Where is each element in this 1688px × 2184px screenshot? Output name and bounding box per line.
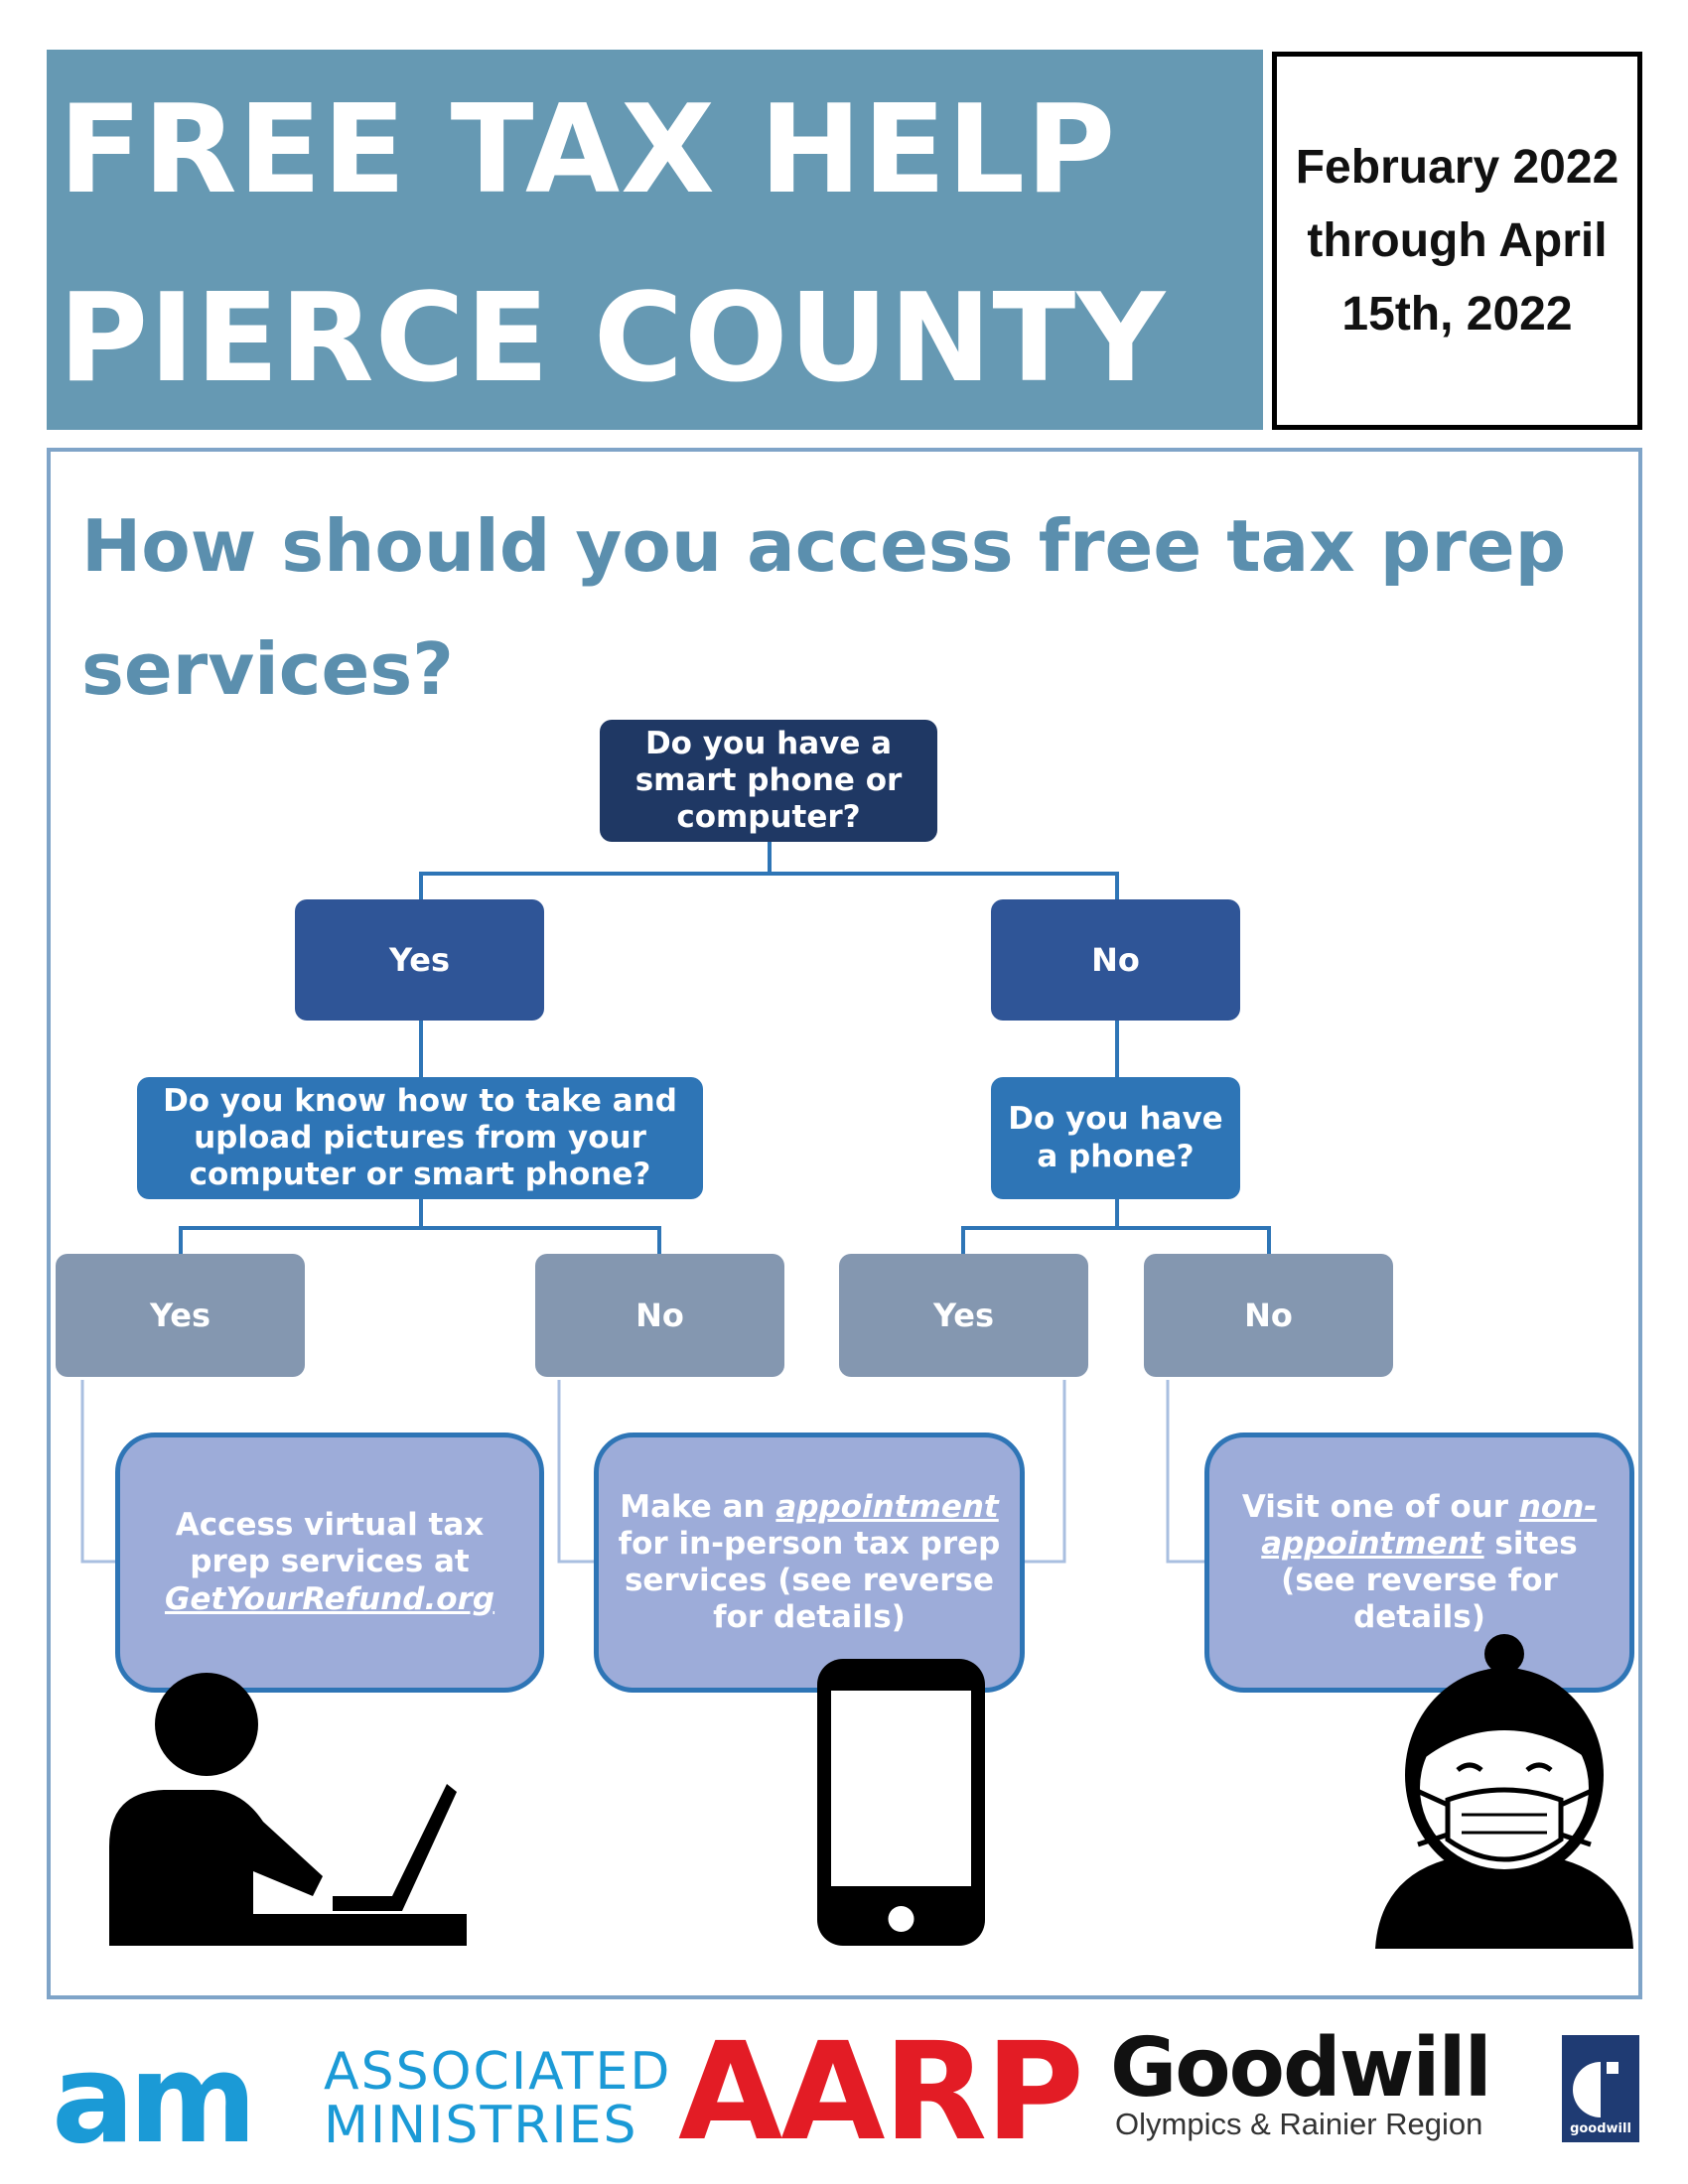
title-line-2: PIERCE COUNTY (59, 268, 1167, 410)
associated-ministries-mark: am (52, 2028, 251, 2171)
non-appointment-link[interactable]: non-appointment (1261, 1488, 1598, 1562)
goodwill-region: Olympics & Rainier Region (1115, 2107, 1483, 2141)
appointment-link[interactable]: appointment (775, 1488, 999, 1525)
goodwill-badge (1562, 2035, 1639, 2142)
outcome-virtual-text: Access virtual tax prep services at (175, 1507, 485, 1580)
no-node: No (991, 899, 1240, 1021)
page-question: How should you access free tax prep services? (81, 504, 1567, 711)
date-range: February 2022 through April 15th, 2022 (1295, 140, 1619, 341)
outcome-walkin-text-start: Visit one of our (1241, 1488, 1519, 1525)
outcome-appointment-text-start: Make an (620, 1488, 776, 1525)
phone-no-node: No (1144, 1254, 1393, 1377)
aarp-logo: AARP (678, 2014, 1082, 2171)
getyourrefund-link[interactable]: GetYourRefund.org (164, 1580, 495, 1617)
yes-node: Yes (295, 899, 544, 1021)
person-at-laptop-icon (104, 1673, 472, 1946)
outcome-appointment (594, 1433, 1025, 1693)
smartphone-icon (814, 1656, 988, 1949)
upload-question-node: Do you know how to take and upload pictures from your computer or smart phone? (137, 1077, 703, 1199)
outcome-walkin-text-end: sites (see reverse for details) (1281, 1525, 1578, 1636)
goodwill-badge-text: goodwill (1570, 2121, 1631, 2136)
person-with-mask-icon (1370, 1631, 1638, 1949)
upload-yes-node: Yes (56, 1254, 305, 1377)
upload-no-node: No (535, 1254, 784, 1377)
title-line-1: FREE TAX HELP (59, 79, 1117, 221)
phone-yes-node: Yes (839, 1254, 1088, 1377)
outcome-appointment-text-end: for in-person tax prep services (see reverse for details) (618, 1525, 1001, 1636)
phone-question-node: Do you have a phone? (991, 1077, 1240, 1199)
root-question-node: Do you have a smart phone or computer? (600, 720, 937, 842)
outcome-virtual (115, 1433, 544, 1693)
associated-ministries-logo: ASSOCIATED MINISTRIES (324, 2042, 672, 2155)
goodwill-face-icon (1573, 2058, 1628, 2121)
goodwill-logo: Goodwill (1110, 2021, 1490, 2116)
